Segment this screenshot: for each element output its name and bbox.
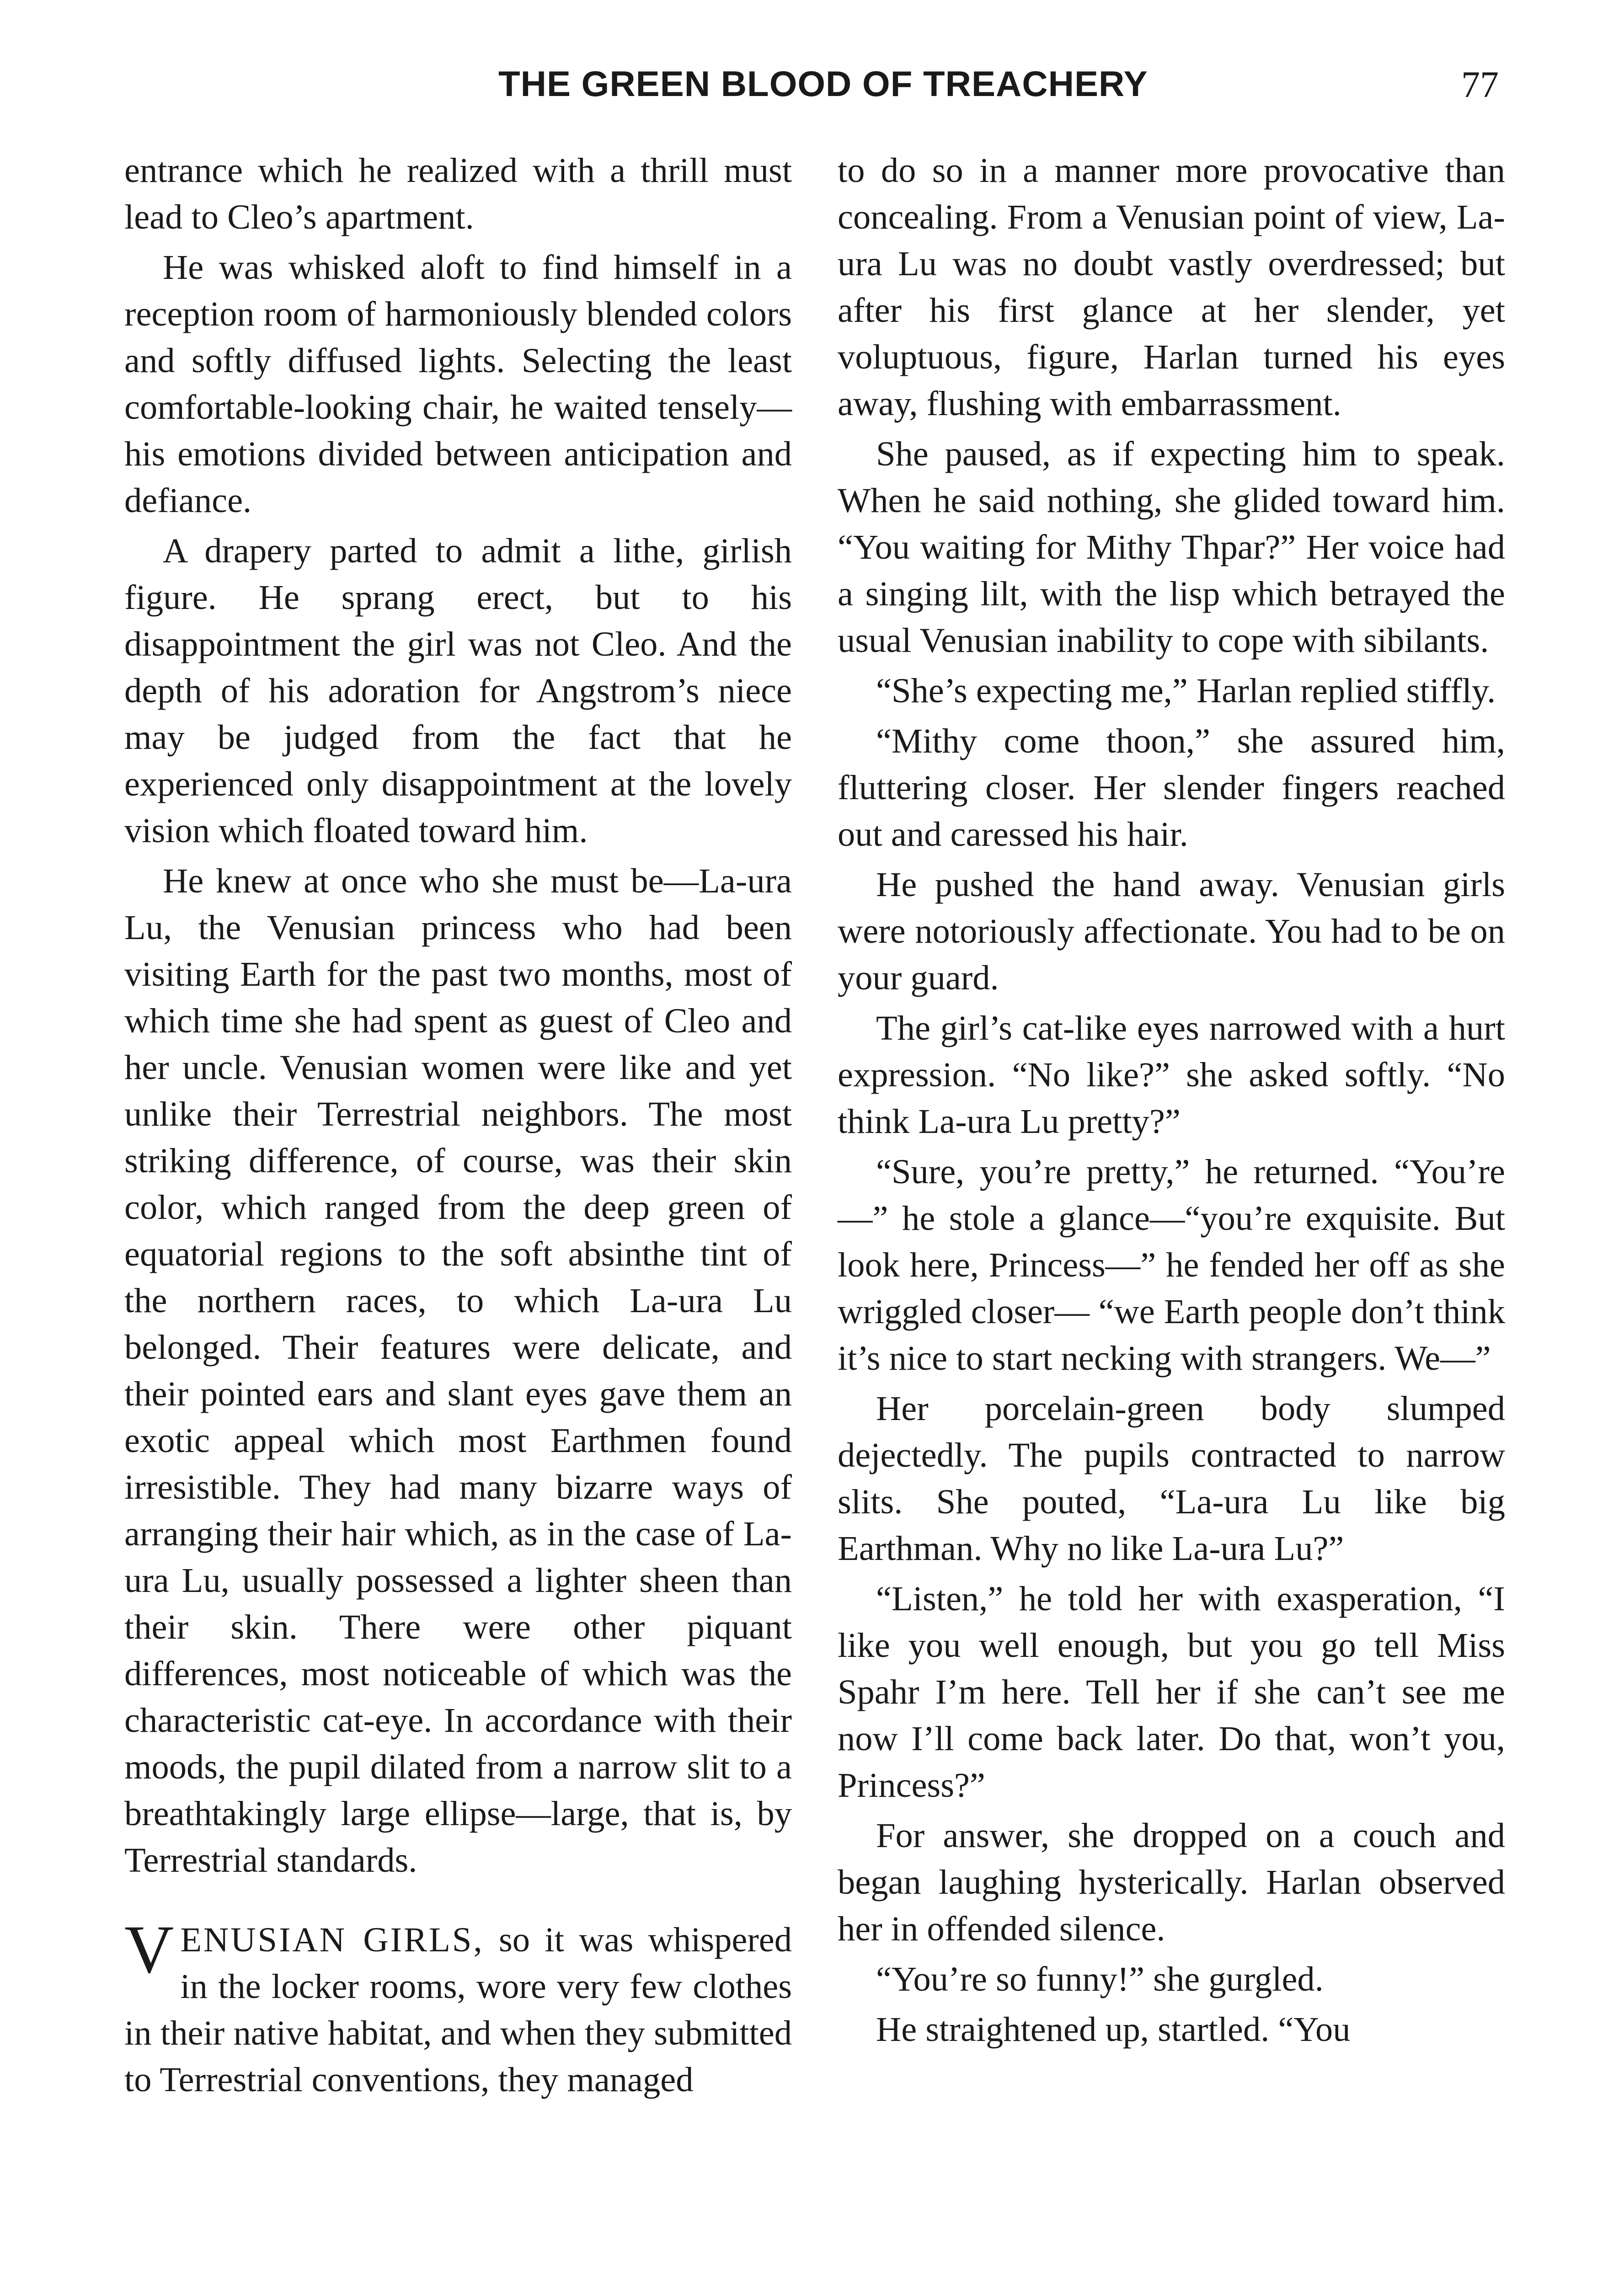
drop-cap: V: [124, 1912, 174, 1987]
paragraph: “She’s expecting me,” Harlan replied stiffly.: [876, 671, 1496, 710]
paragraph: He knew at once who she must be—La-ura Lu, the Venusian princess who had been visiting Earth for the past two months, most of which time she had spent as guest of Cleo and her uncle. Venusian women were like and yet unlike their Terrestrial neighbors. The most striking difference, of course, was their skin color, which ranged from the deep green of equatorial regions to the soft absinthe tint of the northern races, to which La-ura Lu belonged. Their features were delicate, and their pointed ears and slant eyes gave them an exotic appeal which most Earthmen found irresistible. They had many bizarre ways of arranging their hair which, as in the case of La-ura Lu, usually possessed a lighter sheen than their skin. There were other piquant differences, most noticeable of which was the characteristic cat-eye. In accordance with their moods, the pupil dilated from a narrow slit to a breathtakingly large ellipse—large, that is, by Terrestrial standards.: [124, 861, 792, 1880]
paragraph: “You’re so funny!” she gurgled.: [876, 1960, 1324, 1998]
paragraph: to do so in a manner more provocative than concealing. From a Venusian point of view, La-ura Lu was no doubt vastly overdressed; but after his first glance at her slender, yet voluptuous, figure, Harlan turned his eyes away, flushing with embarrassment.: [838, 151, 1505, 423]
page-header: [0, 63, 1624, 113]
paragraph: He pushed the hand away. Venusian girls were notoriously affectionate. You had to be on your guard.: [838, 865, 1505, 997]
paragraph: The girl’s cat-like eyes narrowed with a hurt expression. “No like?” she asked softly. “No think La-ura Lu pretty?”: [838, 1009, 1505, 1141]
paragraph: He straightened up, startled. “You: [876, 2010, 1351, 2049]
paragraph: A drapery parted to admit a lithe, girlish figure. He sprang erect, but to his disappointment the girl was not Cleo. And the depth of his adoration for Angstrom’s niece may be judged from the fact that he experienced only disappointment at the lovely vision which floated toward him.: [124, 531, 792, 850]
paragraph: “Listen,” he told her with exasperation, “I like you well enough, but you go tell Miss Spahr I’m here. Tell her if she can’t see me now I’ll come back later. Do that, won’t you, Princess?”: [838, 1579, 1505, 1805]
section-opening-paragraph: [124, 1912, 792, 2103]
paragraph: She paused, as if expecting him to speak. When he said nothing, she glided toward him. “You waiting for Mithy Thpar?” Her voice had a singing lilt, with the lisp which betrayed the usual Venusian inability to cope with sibilants.: [838, 434, 1505, 660]
paragraph-text: so it was whispered in the locker rooms, wore very few clothes in their native habitat, and when they submitted to Terrestrial conventions, they managed: [124, 1920, 792, 2099]
running-title: THE GREEN BLOOD OF TREACHERY: [498, 64, 1148, 104]
page-number: 77: [1461, 64, 1499, 105]
right-column: [838, 147, 1505, 2056]
paragraph: Her porcelain-green body slumped dejectedly. The pupils contracted to narrow slits. She pouted, “La-ura Lu like big Earthman. Why no like La-ura Lu?”: [838, 1389, 1505, 1568]
paragraph: He was whisked aloft to find himself in a reception room of harmoniously blended colors and softly diffused lights. Selecting the least comfortable-looking chair, he waited tensely—his emotions divided between anticipation and defiance.: [124, 248, 792, 520]
paragraph: For answer, she dropped on a couch and began laughing hysterically. Harlan observed her in offended silence.: [838, 1816, 1505, 1948]
paragraph: “Sure, you’re pretty,” he returned. “You’re—” he stole a glance—“you’re exquisite. But look here, Princess—” he fended her off as she wriggled closer— “we Earth people don’t think it’s nice to start necking with strangers. We—”: [838, 1152, 1505, 1378]
small-caps-lead: ENUSIAN GIRLS,: [180, 1920, 484, 1959]
paragraph: entrance which he realized with a thrill must lead to Cleo’s apartment.: [124, 151, 792, 236]
left-column: [124, 147, 792, 2107]
paragraph: “Mithy come thoon,” she assured him, fluttering closer. Her slender fingers reached out and caressed his hair.: [838, 721, 1505, 854]
